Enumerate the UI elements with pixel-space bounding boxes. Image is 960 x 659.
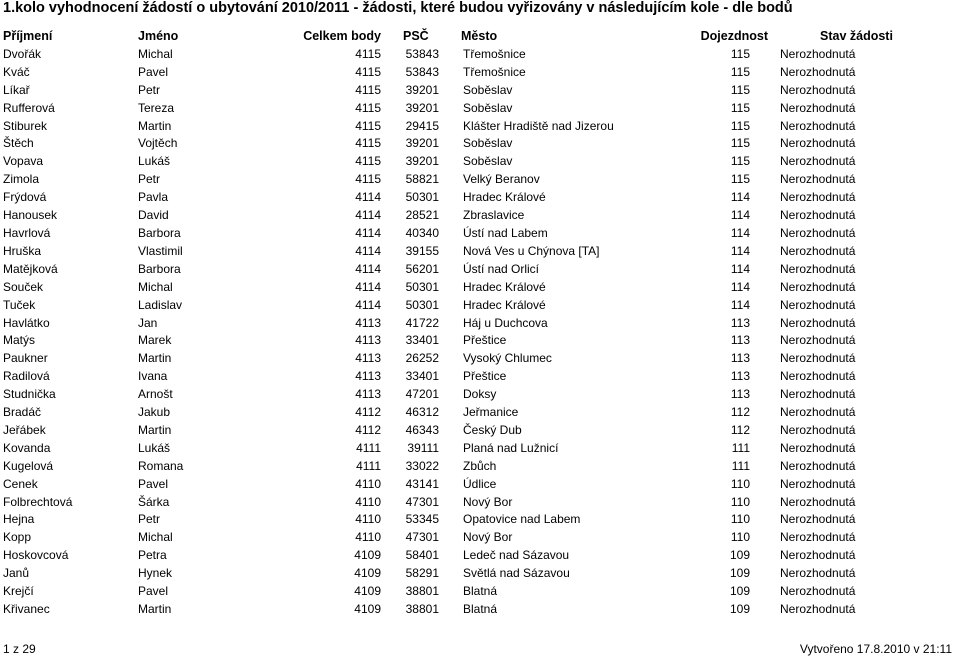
- cell-prijmeni: Kovanda: [3, 440, 51, 455]
- cell-psc: 50301: [405, 297, 439, 312]
- cell-dojezdnost: 114: [730, 279, 750, 294]
- cell-jmeno: Martin: [138, 422, 172, 437]
- cell-psc: 46343: [405, 422, 439, 437]
- cell-jmeno: Petr: [138, 512, 161, 527]
- cell-jmeno: Michal: [138, 46, 173, 61]
- cell-dojezdnost: 111: [731, 440, 750, 455]
- cell-prijmeni: Vopava: [3, 154, 44, 169]
- cell-psc: 47301: [405, 494, 439, 509]
- cell-celkem-body: 4115: [355, 82, 381, 97]
- column-header-celkem-body: Celkem body: [303, 29, 381, 43]
- cell-prijmeni: Jeřábek: [3, 422, 46, 437]
- cell-stav: Nerozhodnutá: [780, 351, 856, 366]
- cell-mesto: Ledeč nad Sázavou: [463, 548, 570, 563]
- cell-jmeno: Jan: [138, 315, 158, 330]
- cell-stav: Nerozhodnutá: [780, 297, 856, 312]
- cell-jmeno: Arnošt: [138, 387, 173, 402]
- cell-dojezdnost: 114: [730, 243, 750, 258]
- cell-celkem-body: 4110: [355, 476, 381, 491]
- table-row: [3, 46, 958, 64]
- column-header-psc: PSČ: [403, 29, 429, 43]
- cell-prijmeni: Matýs: [3, 333, 36, 348]
- cell-mesto: Soběslav: [463, 136, 513, 151]
- cell-stav: Nerozhodnutá: [780, 512, 856, 527]
- cell-stav: Nerozhodnutá: [780, 64, 856, 79]
- cell-dojezdnost: 113: [730, 369, 750, 384]
- cell-jmeno: Barbora: [138, 225, 181, 240]
- cell-stav: Nerozhodnutá: [780, 46, 856, 61]
- cell-celkem-body: 4115: [355, 46, 381, 61]
- cell-prijmeni: Havlátko: [3, 315, 50, 330]
- cell-jmeno: Petr: [138, 172, 161, 187]
- cell-stav: Nerozhodnutá: [780, 494, 856, 509]
- cell-stav: Nerozhodnutá: [780, 476, 856, 491]
- cell-jmeno: Pavel: [138, 64, 169, 79]
- table-body: [3, 46, 958, 619]
- table-row: [3, 153, 958, 171]
- cell-psc: 39201: [405, 154, 439, 169]
- cell-prijmeni: Hoskovcová: [3, 548, 69, 563]
- cell-stav: Nerozhodnutá: [780, 279, 856, 294]
- cell-jmeno: Petra: [138, 548, 167, 563]
- cell-prijmeni: Matějková: [3, 261, 58, 276]
- cell-stav: Nerozhodnutá: [780, 172, 856, 187]
- cell-mesto: Nový Bor: [463, 530, 513, 545]
- cell-jmeno: David: [138, 208, 169, 223]
- cell-dojezdnost: 113: [730, 387, 750, 402]
- cell-mesto: Blatná: [463, 602, 498, 616]
- cell-mesto: Přeštice: [463, 333, 507, 348]
- cell-stav: Nerozhodnutá: [780, 225, 856, 240]
- cell-mesto: Klášter Hradiště nad Jizerou: [463, 118, 614, 133]
- table-row: [3, 64, 958, 82]
- cell-jmeno: Pavel: [138, 476, 169, 491]
- cell-mesto: Údlice: [463, 476, 497, 491]
- cell-psc: 50301: [405, 190, 439, 205]
- column-header-prijmeni: Příjmení: [3, 29, 53, 43]
- table-row: [3, 404, 958, 422]
- cell-mesto: Nový Bor: [463, 494, 513, 509]
- cell-dojezdnost: 110: [730, 476, 750, 491]
- cell-prijmeni: Rufferová: [3, 100, 55, 115]
- cell-celkem-body: 4114: [355, 261, 381, 276]
- cell-prijmeni: Krejčí: [3, 584, 34, 599]
- cell-celkem-body: 4109: [354, 584, 381, 599]
- cell-celkem-body: 4114: [355, 208, 381, 223]
- cell-prijmeni: Janů: [3, 566, 30, 581]
- cell-celkem-body: 4110: [355, 512, 381, 527]
- cell-dojezdnost: 111: [731, 458, 750, 473]
- cell-dojezdnost: 109: [729, 548, 750, 563]
- cell-psc: 39155: [405, 243, 439, 258]
- cell-prijmeni: Cenek: [3, 476, 38, 491]
- cell-celkem-body: 4115: [355, 172, 381, 187]
- cell-psc: 39201: [405, 100, 439, 115]
- table-row: [3, 82, 958, 100]
- table-row: [3, 368, 958, 386]
- table-row: [3, 440, 958, 458]
- cell-jmeno: Pavla: [138, 190, 169, 205]
- cell-celkem-body: 4109: [354, 602, 381, 616]
- cell-psc: 53345: [405, 512, 439, 527]
- cell-dojezdnost: 113: [730, 333, 750, 348]
- cell-mesto: Hradec Králové: [463, 279, 546, 294]
- cell-celkem-body: 4111: [356, 458, 381, 473]
- cell-dojezdnost: 115: [730, 64, 750, 79]
- table-row: [3, 511, 958, 529]
- cell-dojezdnost: 115: [730, 136, 750, 151]
- cell-jmeno: Martin: [138, 602, 172, 616]
- cell-mesto: Ústí nad Orlicí: [463, 261, 540, 276]
- cell-dojezdnost: 115: [730, 154, 750, 169]
- cell-psc: 39111: [407, 440, 439, 455]
- cell-celkem-body: 4115: [355, 118, 381, 133]
- cell-jmeno: Barbora: [138, 261, 181, 276]
- cell-prijmeni: Štěch: [3, 136, 34, 151]
- table-row: [3, 225, 958, 243]
- column-header-mesto: Město: [461, 29, 498, 43]
- cell-celkem-body: 4114: [355, 279, 381, 294]
- cell-jmeno: Marek: [138, 333, 172, 348]
- cell-mesto: Ústí nad Labem: [463, 225, 548, 240]
- cell-celkem-body: 4112: [355, 405, 381, 420]
- page-title: 1.kolo vyhodnocení žádostí o ubytování 2010/2011 - žádosti, které budou vyřizovány v následujícím kole - dle bodů: [3, 0, 793, 16]
- cell-prijmeni: Kváč: [3, 64, 30, 79]
- table-row: [3, 583, 958, 601]
- cell-psc: 41722: [405, 315, 439, 330]
- cell-jmeno: Jakub: [138, 405, 171, 420]
- cell-stav: Nerozhodnutá: [780, 440, 856, 455]
- cell-mesto: Blatná: [463, 584, 498, 599]
- cell-prijmeni: Tuček: [3, 297, 36, 312]
- cell-psc: 47201: [405, 387, 439, 402]
- cell-mesto: Vysoký Chlumec: [463, 351, 552, 366]
- table-row: [3, 135, 958, 153]
- table-row: [3, 243, 958, 261]
- table-row: [3, 529, 958, 547]
- cell-dojezdnost: 109: [729, 584, 750, 599]
- cell-dojezdnost: 114: [730, 261, 750, 276]
- cell-dojezdnost: 112: [730, 405, 750, 420]
- cell-stav: Nerozhodnutá: [780, 315, 856, 330]
- cell-celkem-body: 4115: [355, 154, 381, 169]
- cell-mesto: Jeřmanice: [463, 405, 519, 420]
- table-row: [3, 350, 958, 368]
- cell-prijmeni: Havrlová: [3, 225, 51, 240]
- table-row: [3, 386, 958, 404]
- cell-celkem-body: 4114: [355, 225, 381, 240]
- cell-jmeno: Ivana: [138, 369, 168, 384]
- applications-table: [3, 28, 958, 619]
- cell-celkem-body: 4113: [355, 315, 381, 330]
- cell-dojezdnost: 114: [730, 190, 750, 205]
- cell-stav: Nerozhodnutá: [780, 118, 856, 133]
- cell-psc: 40340: [405, 225, 439, 240]
- cell-jmeno: Ladislav: [138, 297, 183, 312]
- cell-psc: 53843: [405, 64, 439, 79]
- cell-stav: Nerozhodnutá: [780, 584, 856, 599]
- cell-psc: 33022: [405, 458, 439, 473]
- cell-jmeno: Lukáš: [138, 154, 171, 169]
- cell-psc: 28521: [405, 208, 439, 223]
- cell-celkem-body: 4112: [355, 422, 381, 437]
- table-row: [3, 207, 958, 225]
- cell-celkem-body: 4115: [355, 100, 381, 115]
- table-row: [3, 547, 958, 565]
- cell-dojezdnost: 110: [730, 530, 750, 545]
- cell-prijmeni: Studnička: [3, 387, 56, 402]
- cell-mesto: Doksy: [463, 387, 497, 402]
- cell-dojezdnost: 115: [730, 82, 750, 97]
- cell-celkem-body: 4115: [355, 64, 381, 79]
- cell-celkem-body: 4113: [355, 369, 381, 384]
- cell-psc: 39201: [405, 82, 439, 97]
- table-row: [3, 261, 958, 279]
- cell-mesto: Přeštice: [463, 369, 507, 384]
- cell-mesto: Zbůch: [463, 458, 497, 473]
- cell-jmeno: Martin: [138, 118, 172, 133]
- created-timestamp: Vytvořeno 17.8.2010 v 21:11: [799, 642, 952, 656]
- cell-dojezdnost: 110: [730, 494, 750, 509]
- cell-prijmeni: Hruška: [3, 243, 42, 258]
- cell-mesto: Planá nad Lužnicí: [463, 440, 559, 455]
- cell-prijmeni: Zimola: [3, 172, 40, 187]
- cell-mesto: Soběslav: [463, 154, 513, 169]
- table-row: [3, 565, 958, 583]
- cell-jmeno: Martin: [138, 351, 172, 366]
- cell-mesto: Český Dub: [463, 422, 522, 437]
- cell-psc: 50301: [405, 279, 439, 294]
- cell-psc: 47301: [405, 530, 439, 545]
- cell-stav: Nerozhodnutá: [780, 566, 856, 581]
- cell-psc: 26252: [405, 351, 439, 366]
- cell-dojezdnost: 115: [730, 100, 750, 115]
- cell-prijmeni: Frýdová: [3, 190, 47, 205]
- cell-mesto: Zbraslavice: [463, 208, 525, 223]
- cell-celkem-body: 4109: [354, 566, 381, 581]
- cell-stav: Nerozhodnutá: [780, 333, 856, 348]
- cell-celkem-body: 4114: [355, 190, 381, 205]
- cell-psc: 58821: [405, 172, 439, 187]
- table-row: [3, 100, 958, 118]
- cell-stav: Nerozhodnutá: [780, 602, 856, 616]
- cell-dojezdnost: 109: [729, 566, 750, 581]
- cell-jmeno: Tereza: [138, 100, 175, 115]
- cell-stav: Nerozhodnutá: [780, 387, 856, 402]
- cell-dojezdnost: 114: [730, 297, 750, 312]
- table-row: [3, 171, 958, 189]
- cell-celkem-body: 4110: [355, 530, 381, 545]
- cell-jmeno: Michal: [138, 530, 173, 545]
- cell-jmeno: Vojtěch: [138, 136, 178, 151]
- cell-stav: Nerozhodnutá: [780, 369, 856, 384]
- cell-celkem-body: 4111: [356, 440, 381, 455]
- cell-prijmeni: Kugelová: [3, 458, 54, 473]
- cell-dojezdnost: 114: [730, 225, 750, 240]
- cell-prijmeni: Stiburek: [3, 118, 48, 133]
- table-row: [3, 297, 958, 315]
- cell-celkem-body: 4113: [355, 351, 381, 366]
- cell-psc: 39201: [405, 136, 439, 151]
- cell-stav: Nerozhodnutá: [780, 208, 856, 223]
- table-row: [3, 458, 958, 476]
- cell-prijmeni: Hejna: [3, 512, 35, 527]
- table-row: [3, 494, 958, 512]
- cell-psc: 38801: [405, 584, 439, 599]
- cell-dojezdnost: 114: [730, 208, 750, 223]
- cell-mesto: Hradec Králové: [463, 297, 546, 312]
- cell-mesto: Hradec Králové: [463, 190, 546, 205]
- table-row: [3, 422, 958, 440]
- cell-psc: 29415: [405, 118, 439, 133]
- cell-psc: 53843: [405, 46, 439, 61]
- cell-prijmeni: Souček: [3, 279, 44, 294]
- cell-dojezdnost: 113: [730, 351, 750, 366]
- cell-mesto: Třemošnice: [463, 64, 526, 79]
- column-header-dojezdnost: Dojezdnost: [700, 29, 768, 43]
- table-row: [3, 118, 958, 136]
- cell-mesto: Soběslav: [463, 100, 513, 115]
- cell-prijmeni: Folbrechtová: [3, 494, 73, 509]
- cell-psc: 58401: [405, 548, 439, 563]
- cell-mesto: Soběslav: [463, 82, 513, 97]
- cell-mesto: Háj u Duchcova: [463, 315, 548, 330]
- cell-stav: Nerozhodnutá: [780, 82, 856, 97]
- column-header-jmeno: Jméno: [138, 29, 179, 43]
- cell-dojezdnost: 109: [729, 602, 750, 616]
- cell-celkem-body: 4114: [355, 297, 381, 312]
- cell-psc: 56201: [405, 261, 439, 276]
- cell-jmeno: Lukáš: [138, 440, 171, 455]
- cell-jmeno: Michal: [138, 279, 173, 294]
- cell-stav: Nerozhodnutá: [780, 190, 856, 205]
- cell-prijmeni: Dvořák: [3, 46, 42, 61]
- cell-jmeno: Romana: [138, 458, 184, 473]
- cell-stav: Nerozhodnutá: [780, 548, 856, 563]
- cell-mesto: Opatovice nad Labem: [463, 512, 581, 527]
- table-row: [3, 315, 958, 333]
- cell-psc: 38801: [405, 602, 439, 616]
- cell-stav: Nerozhodnutá: [780, 422, 856, 437]
- cell-jmeno: Vlastimil: [138, 243, 183, 258]
- cell-dojezdnost: 113: [730, 315, 750, 330]
- cell-celkem-body: 4109: [354, 548, 381, 563]
- cell-jmeno: Pavel: [138, 584, 169, 599]
- cell-celkem-body: 4113: [355, 387, 381, 402]
- table-row: [3, 189, 958, 207]
- cell-stav: Nerozhodnutá: [780, 136, 856, 151]
- cell-celkem-body: 4110: [355, 494, 381, 509]
- cell-jmeno: Hynek: [138, 566, 173, 581]
- cell-psc: 43141: [405, 476, 439, 491]
- cell-dojezdnost: 115: [730, 172, 750, 187]
- cell-stav: Nerozhodnutá: [780, 405, 856, 420]
- cell-jmeno: Petr: [138, 82, 161, 97]
- table-row: [3, 476, 958, 494]
- table-row: [3, 601, 958, 619]
- table-row: [3, 332, 958, 350]
- cell-prijmeni: Líkař: [3, 82, 30, 97]
- cell-prijmeni: Kopp: [3, 530, 32, 545]
- cell-dojezdnost: 115: [730, 118, 750, 133]
- cell-stav: Nerozhodnutá: [780, 154, 856, 169]
- cell-prijmeni: Hanousek: [3, 208, 58, 223]
- cell-mesto: Třemošnice: [463, 46, 526, 61]
- cell-psc: 33401: [405, 369, 439, 384]
- cell-jmeno: Šárka: [138, 494, 170, 509]
- cell-psc: 33401: [405, 333, 439, 348]
- cell-celkem-body: 4113: [355, 333, 381, 348]
- cell-dojezdnost: 112: [730, 422, 750, 437]
- cell-stav: Nerozhodnutá: [780, 261, 856, 276]
- table-row: [3, 279, 958, 297]
- cell-mesto: Velký Beranov: [463, 172, 540, 187]
- cell-dojezdnost: 115: [730, 46, 750, 61]
- cell-stav: Nerozhodnutá: [780, 243, 856, 258]
- cell-celkem-body: 4115: [355, 136, 381, 151]
- page-number: 1 z 29: [3, 642, 36, 656]
- cell-mesto: Světlá nad Sázavou: [463, 566, 570, 581]
- cell-dojezdnost: 110: [730, 512, 750, 527]
- cell-mesto: Nová Ves u Chýnova [TA]: [463, 243, 600, 258]
- column-header-stav: Stav žádosti: [820, 29, 893, 43]
- cell-stav: Nerozhodnutá: [780, 458, 856, 473]
- cell-prijmeni: Paukner: [3, 351, 48, 366]
- cell-psc: 46312: [405, 405, 439, 420]
- cell-celkem-body: 4114: [355, 243, 381, 258]
- cell-prijmeni: Křivanec: [3, 602, 50, 616]
- cell-prijmeni: Radilová: [3, 369, 50, 384]
- cell-stav: Nerozhodnutá: [780, 530, 856, 545]
- cell-prijmeni: Bradáč: [3, 405, 42, 420]
- cell-stav: Nerozhodnutá: [780, 100, 856, 115]
- cell-psc: 58291: [405, 566, 439, 581]
- table-header-row: [3, 28, 958, 46]
